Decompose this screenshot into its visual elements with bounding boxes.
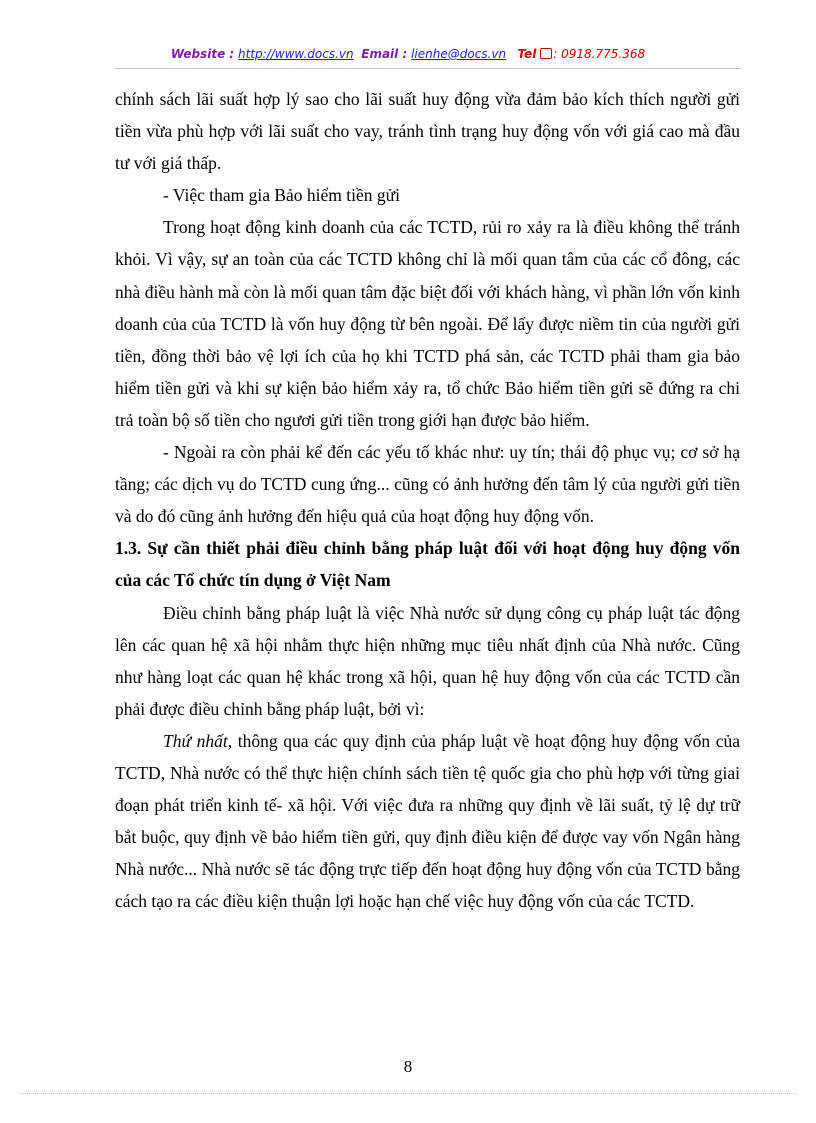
- paragraph-6: [115, 725, 740, 918]
- email-label: Email :: [361, 47, 408, 61]
- page-number: 8: [403, 1057, 413, 1076]
- document-body: [115, 83, 740, 917]
- tel-label: Tel: [517, 47, 537, 61]
- phone-icon: [540, 48, 552, 59]
- paragraph-4: - Ngoài ra còn phải kể đến các yếu tố khác như: uy tín; thái độ phục vụ; cơ sở hạ tầng; các dịch vụ do TCTD cung ứng... cũng có ảnh hưởng đến tâm lý của người gửi tiền và do đó cũng ảnh hưởng đến hiệu quả của hoạt động huy động vốn.: [115, 442, 740, 527]
- paragraph-6-italic: Thứ nhất: [163, 730, 228, 751]
- page-header: [0, 47, 816, 61]
- paragraph-2: - Việc tham gia Bảo hiểm tiền gửi: [163, 185, 401, 206]
- tel-number: 0918.775.368: [561, 47, 646, 61]
- paragraph-3: Trong hoạt động kinh doanh của các TCTD, rủi ro xảy ra là điều không thể tránh khỏi. Vì vậy, sự an toàn của các TCTD không chỉ là mối quan tâm của các cổ đông, các nhà điều hành mà còn là mối quan tâm đặc biệt đối với khách hàng, vì phần lớn vốn kinh doanh của của TCTD là vốn huy động từ bên ngoài. Để lấy được niềm tin của người gửi tiền, đồng thời bảo vệ lợi ích của họ khi TCTD phá sản, các TCTD phải tham gia bảo hiểm tiền gửi và khi sự kiện bảo hiểm xảy ra, tổ chức Bảo hiểm tiền gửi sẽ đứng ra chi trả toàn bộ số tiền cho ngươi gửi tiền trong giới hạn được bảo hiểm.: [115, 217, 740, 430]
- website-link[interactable]: http://www.docs.vn: [238, 47, 354, 61]
- section-heading: 1.3. Sự cần thiết phải điều chỉnh bằng pháp luật đối với hoạt động huy động vốn của các Tổ chức tín dụng ở Việt Nam: [115, 538, 740, 591]
- paragraph-6-text: , thông qua các quy định của pháp luật về hoạt động huy động vốn của TCTD, Nhà nước có thể thực hiện chính sách tiền tệ quốc gia cho phù hợp với từng giai đoạn phát triển kinh tế- xã hội. Với việc đưa ra những quy định về lãi suất, tỷ lệ dự trữ bắt buộc, quy định về bảo hiểm tiền gửi, quy định điều kiện để được vay vốn Ngân hàng Nhà nước... Nhà nước sẽ tác động trực tiếp đến hoạt động huy động vốn của TCTD bằng cách tạo ra các điều kiện thuận lợi hoặc hạn chế việc huy động vốn của các TCTD.: [115, 730, 740, 912]
- email-link[interactable]: lienhe@docs.vn: [411, 47, 507, 61]
- paragraph-1: chính sách lãi suất hợp lý sao cho lãi suất huy động vừa đảm bảo kích thích người gửi tiền vừa phù hợp với lãi suất cho vay, tránh tình trạng huy động vốn với giá cao mà đầu tư với giá thấp.: [115, 89, 740, 174]
- paragraph-5: Điều chỉnh bằng pháp luật là việc Nhà nước sử dụng công cụ pháp luật tác động lên các quan hệ xã hội nhằm thực hiện những mục tiêu nhất định của Nhà nước. Cũng như hàng loạt các quan hệ khác trong xã hội, quan hệ huy động vốn của các TCTD cần phải được điều chỉnh bằng pháp luật, bởi vì:: [115, 602, 740, 719]
- footer-divider: [20, 1093, 796, 1094]
- header-divider: [115, 68, 740, 69]
- tel-colon: :: [553, 47, 558, 61]
- website-label: Website :: [170, 47, 235, 61]
